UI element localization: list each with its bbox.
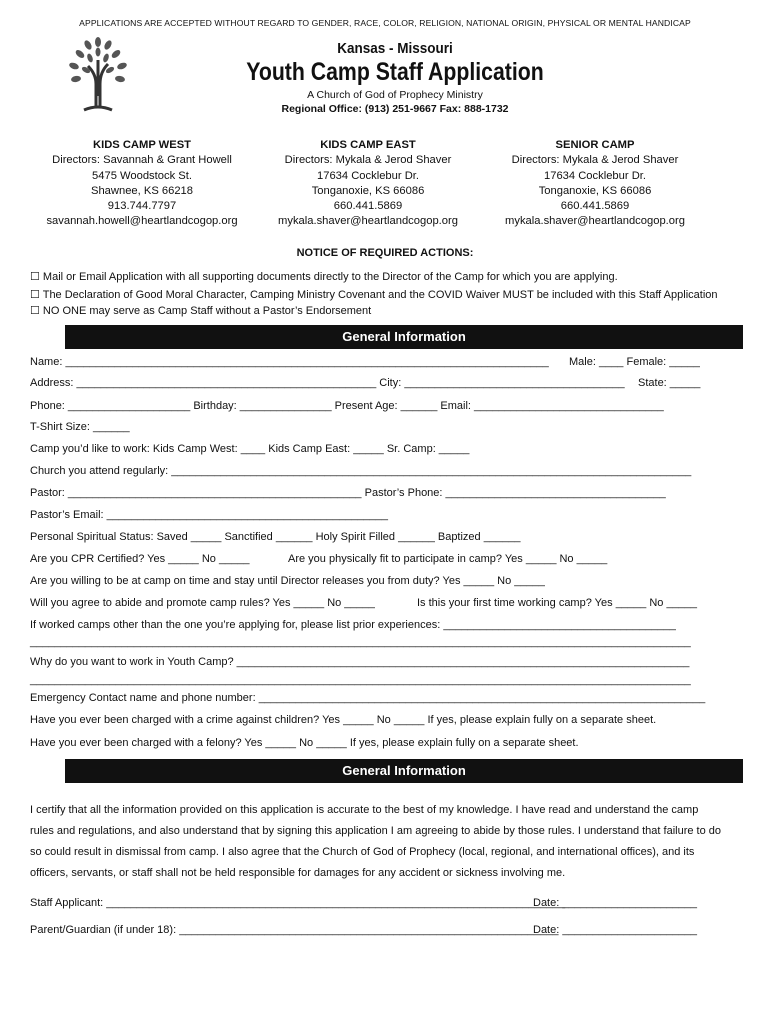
camp-email: savannah.howell@heartlandcogop.org bbox=[46, 215, 238, 228]
camp-street: 17634 Cocklebur Dr. bbox=[544, 169, 646, 182]
pastor-email-field[interactable]: Pastor’s Email: ______________________________________________ bbox=[30, 509, 389, 521]
notice-item-declaration[interactable]: ☐ The Declaration of Good Moral Character, Camping Ministry Covenant and the COVID Waiver MUST be included with this Staff Application bbox=[30, 289, 718, 301]
camp-senior bbox=[480, 138, 710, 230]
why-work-field[interactable]: Why do you want to work in Youth Camp? __________________________________________________________________________ bbox=[30, 656, 690, 668]
disclaimer: APPLICATIONS ARE ACCEPTED WITHOUT REGARD TO GENDER, RACE, COLOR, RELIGION, NATIONAL ORIGIN, PHYSICAL OR MENTAL HANDICAP bbox=[79, 18, 691, 28]
cpr-certified-field[interactable]: Are you CPR Certified? Yes _____ No _____ bbox=[30, 553, 250, 565]
name-field[interactable]: Name: _______________________________________________________________________________ bbox=[30, 356, 549, 368]
why-work-blank[interactable]: ____________________________________________________________________________________________________________ bbox=[30, 674, 691, 686]
camp-city: Tonganoxie, KS 66086 bbox=[311, 184, 425, 197]
camp-street: 17634 Cocklebur Dr. bbox=[317, 169, 419, 182]
page-title: Youth Camp Staff Application bbox=[246, 58, 544, 86]
crime-children-field[interactable]: Have you ever been charged with a crime against children? Yes _____ No _____ If yes, please explain fully on a separate sheet. bbox=[30, 714, 657, 726]
staff-applicant-signature[interactable]: Staff Applicant: ___________________________________________________________________________ bbox=[30, 897, 566, 909]
tshirt-size-field[interactable]: T-Shirt Size: ______ bbox=[30, 421, 130, 433]
certification-line: I certify that all the information provided on this application is accurate to the best of my knowledge. I have read and understand the camp bbox=[30, 804, 699, 816]
notice-heading: NOTICE OF REQUIRED ACTIONS: bbox=[296, 247, 474, 259]
certification-line: rules and regulations, and also understand that by signing this application I am agreeing to abide by those rules. I understand that failure to do bbox=[30, 825, 722, 837]
camp-directors: Directors: Mykala & Jerod Shaver bbox=[511, 154, 679, 167]
prior-experience-field[interactable]: If worked camps other than the one you’re applying for, please list prior experiences: ______________________________________ bbox=[30, 619, 676, 631]
camp-name: KIDS CAMP WEST bbox=[93, 139, 191, 151]
pastor-field[interactable]: Pastor: ________________________________________________ Pastor’s Phone: ____________________________________ bbox=[30, 487, 666, 499]
notice-item-mail[interactable]: ☐ Mail or Email Application with all supporting documents directly to the Director of the Camp for which you are applying. bbox=[30, 271, 618, 283]
willing-stay-field[interactable]: Are you willing to be at camp on time and stay until Director releases you from duty? Yes _____ No _____ bbox=[30, 575, 545, 587]
certification-line: officers, servants, or staff shall not be held responsible for damages for any accident or sickness involving me. bbox=[30, 867, 566, 879]
camp-rules-field[interactable]: Will you agree to abide and promote camp rules? Yes _____ No _____ bbox=[30, 597, 375, 609]
physically-fit-field[interactable]: Are you physically fit to participate in camp? Yes _____ No _____ bbox=[288, 553, 608, 565]
camp-kids-west bbox=[27, 138, 257, 230]
regional-office: Regional Office: (913) 251-9667 Fax: 888-1732 bbox=[281, 103, 509, 115]
camp-city: Shawnee, KS 66218 bbox=[90, 184, 193, 197]
camp-city: Tonganoxie, KS 66086 bbox=[538, 184, 652, 197]
section-header-general-information-2: General Information bbox=[65, 759, 743, 783]
camp-phone: 913.744.7797 bbox=[107, 200, 177, 213]
camp-email: mykala.shaver@heartlandcogop.org bbox=[505, 215, 685, 228]
camp-kids-east bbox=[253, 138, 483, 230]
certification-paragraph bbox=[30, 800, 746, 884]
region-title: Kansas - Missouri bbox=[337, 40, 453, 57]
tree-with-leaves-icon bbox=[66, 36, 130, 116]
camp-choice-field[interactable]: Camp you’d like to work: Kids Camp West: ____ Kids Camp East: _____ Sr. Camp: _____ bbox=[30, 443, 470, 455]
camp-directors: Directors: Mykala & Jerod Shaver bbox=[284, 154, 452, 167]
certification-line: so could result in dismissal from camp. I also agree that the Church of God of Prophecy (local, regional, and international offices), and its bbox=[30, 846, 695, 858]
section-header-general-information: General Information bbox=[65, 325, 743, 349]
address-field[interactable]: Address: _________________________________________________ City: ____________________________________ bbox=[30, 377, 625, 389]
phone-birthday-age-email-field[interactable]: Phone: ____________________ Birthday: _______________ Present Age: ______ Email: _______________________________ bbox=[30, 400, 664, 412]
parent-date-field[interactable]: Date: ______________________ bbox=[533, 924, 697, 936]
camp-street: 5475 Woodstock St. bbox=[92, 169, 192, 182]
parent-guardian-signature[interactable]: Parent/Guardian (if under 18): ______________________________________________________________ bbox=[30, 924, 559, 936]
camp-phone: 660.441.5869 bbox=[333, 200, 403, 213]
camp-email: mykala.shaver@heartlandcogop.org bbox=[278, 215, 458, 228]
notice-item-pastor[interactable]: ☐ NO ONE may serve as Camp Staff without a Pastor’s Endorsement bbox=[30, 305, 372, 317]
ministry-subtitle: A Church of God of Prophecy Ministry bbox=[307, 89, 483, 101]
church-field[interactable]: Church you attend regularly: _____________________________________________________________________________________ bbox=[30, 465, 692, 477]
spiritual-status-field[interactable]: Personal Spiritual Status: Saved _____ Sanctified ______ Holy Spirit Filled ______ Baptized ______ bbox=[30, 531, 521, 543]
prior-experience-blank[interactable]: ____________________________________________________________________________________________________________ bbox=[30, 636, 691, 648]
staff-date-field[interactable]: Date: ______________________ bbox=[533, 897, 697, 909]
camp-directors: Directors: Savannah & Grant Howell bbox=[52, 154, 232, 167]
emergency-contact-field[interactable]: Emergency Contact name and phone number: _________________________________________________________________________ bbox=[30, 692, 706, 704]
first-time-field[interactable]: Is this your first time working camp? Yes _____ No _____ bbox=[417, 597, 698, 609]
camp-name: SENIOR CAMP bbox=[555, 139, 635, 151]
state-field[interactable]: State: _____ bbox=[638, 377, 701, 389]
camp-phone: 660.441.5869 bbox=[560, 200, 630, 213]
camp-name: KIDS CAMP EAST bbox=[320, 139, 416, 151]
gender-field[interactable]: Male: ____ Female: _____ bbox=[569, 356, 700, 368]
felony-field[interactable]: Have you ever been charged with a felony? Yes _____ No _____ If yes, please explain fully on a separate sheet. bbox=[30, 737, 579, 749]
